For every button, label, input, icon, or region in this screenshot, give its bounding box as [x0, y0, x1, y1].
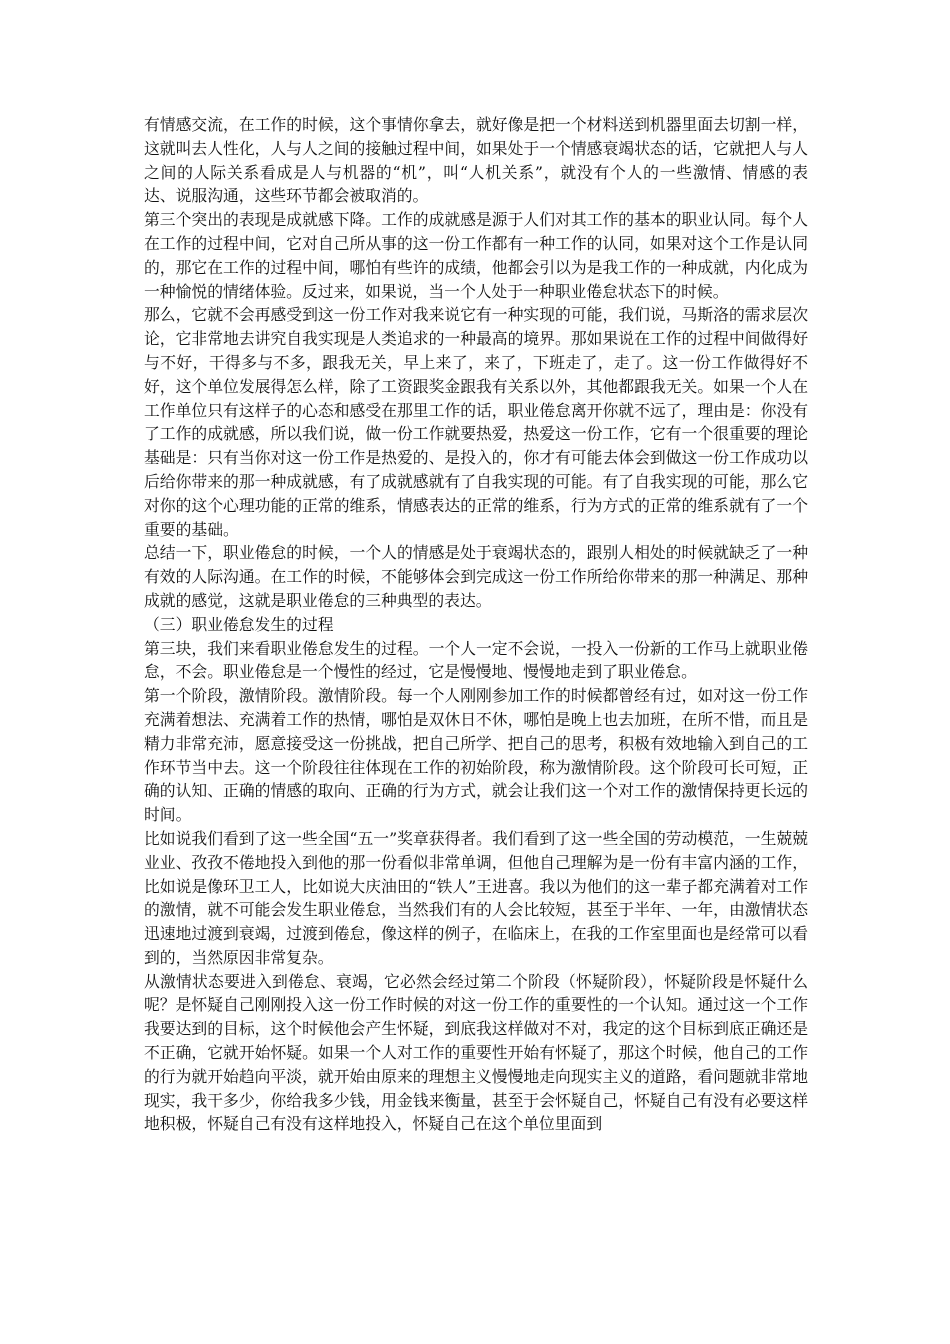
paragraph-2: 第三个突出的表现是成就感下降。工作的成就感是源于人们对其工作的基本的职业认同。每个人在工作的过程中间，它对自己所从事的这一份工作都有一种工作的认同，如果对这个工作是认同的，那它在工作的过程中间，哪怕有些许的成绩，他都会引以为是我工作的一种成就，内化成为一种愉悦的情绪体验。反过来，如果说，当一个人处于一种职业倦怠状态下的时候。 [144, 210, 808, 301]
paragraph-3: 那么，它就不会再感受到这一份工作对我来说它有一种实现的可能，我们说，马斯洛的需求层次论，它非常地去讲究自我实现是人类追求的一种最高的境界。那如果说在工作的过程中间做得好与不好，干得多与不多，跟我无关，早上来了，来了，下班走了，走了。这一份工作做得好不好，这个单位发展得怎么样，除了工资跟奖金跟我有关系以外，其他都跟我无关。如果一个人在工作单位只有这样子的心态和感受在那里工作的话，职业倦怠离开你就不远了，理由是：你没有了工作的成就感，所以我们说，做一份工作就要热爱，热爱这一份工作，它有一个很重要的理论基础是：只有当你对这一份工作是热爱的、是投入的，你才有可能去体会到做这一份工作成功以后给你带来的那一种成就感，有了成就感就有了自我实现的可能。有了自我实现的可能，那么它对你的这个心理功能的正常的维系，情感表达的正常的维系，行为方式的正常的维系就有了一个重要的基础。 [144, 305, 808, 539]
paragraph-8: 从激情状态要进入到倦怠、衰竭，它必然会经过第二个阶段（怀疑阶段），怀疑阶段是怀疑什么呢？是怀疑自己刚刚投入这一份工作时候的对这一份工作的重要性的一个认知。通过这一个工作我要达到的目标，这个时候他会产生怀疑，到底我这样做对不对，我定的这个目标到底正确还是不正确，它就开始怀疑。如果一个人对工作的重要性开始有怀疑了，那这个时候，他自己的工作的行为就开始趋向平淡，就开始由原来的理想主义慢慢地走向现实主义的道路，看问题就非常地现实，我干多少，你给我多少钱，用金钱来衡量，甚至于会怀疑自己，怀疑自己有没有必要这样地积极，怀疑自己有没有这样地投入，怀疑自己在这个单位里面到 [144, 971, 808, 1134]
document-body [144, 113, 808, 1136]
paragraph-4: 总结一下，职业倦怠的时候，一个人的情感是处于衰竭状态的，跟别人相处的时候就缺乏了一种有效的人际沟通。在工作的时候，不能够体会到完成这一份工作所给你带来的那一种满足、那种成就的感觉，这就是职业倦怠的三种典型的表达。 [144, 543, 808, 610]
paragraph-5: 第三块，我们来看职业倦怠发生的过程。一个人一定不会说，一投入一份新的工作马上就职业倦怠，不会。职业倦怠是一个慢性的经过，它是慢慢地、慢慢地走到了职业倦怠。 [144, 638, 808, 682]
paragraph-6: 第一个阶段，激情阶段。激情阶段。每一个人刚刚参加工作的时候都曾经有过，如对这一份工作充满着想法、充满着工作的热情，哪怕是双休日不休，哪怕是晚上也去加班，在所不惜，而且是精力非常充沛，愿意接受这一份挑战，把自己所学、把自己的思考，积极有效地输入到自己的工作环节当中去。这一个阶段往往体现在工作的初始阶段，称为激情阶段。这个阶段可长可短，正确的认知、正确的情感的取向、正确的行为方式，就会让我们这一个对工作的激情保持更长远的时间。 [144, 686, 808, 825]
paragraph-7: 比如说我们看到了这一些全国“五一”奖章获得者。我们看到了这一些全国的劳动模范，一生兢兢业业、孜孜不倦地投入到他的那一份看似非常单调，但他自己理解为是一份有丰富内涵的工作，比如说是像环卫工人，比如说大庆油田的“铁人”王进喜。我以为他们的这一辈子都充满着对工作的激情，就不可能会发生职业倦怠，当然我们有的人会比较短，甚至于半年、一年，由激情状态迅速地过渡到衰竭，过渡到倦怠，像这样的例子，在临床上，在我的工作室里面也是经常可以看到的，当然原因非常复杂。 [144, 828, 808, 967]
paragraph-1: 有情感交流，在工作的时候，这个事情你拿去，就好像是把一个材料送到机器里面去切割一样，这就叫去人性化，人与人之间的接触过程中间，如果处于一个情感衰竭状态的话，它就把人与人之间的人际关系看成是人与机器的“机”，叫“人机关系”，就没有个人的一些激情、情感的表达、说服沟通，这些环节都会被取消的。 [144, 115, 808, 206]
section-heading: （三）职业倦怠发生的过程 [144, 614, 334, 634]
